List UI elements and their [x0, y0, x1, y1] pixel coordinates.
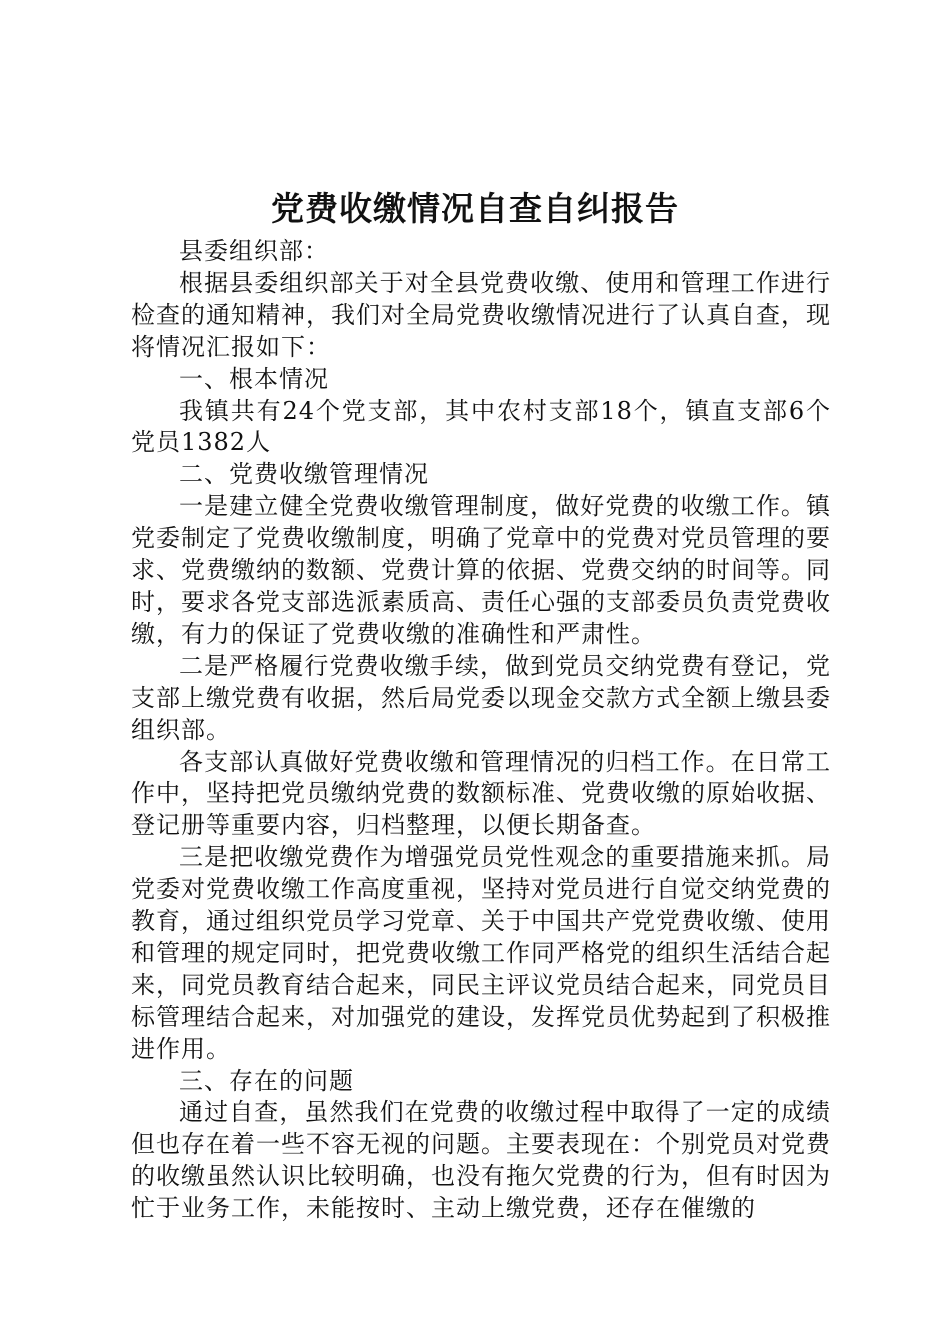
section-heading-problems: 三、存在的问题	[179, 1066, 354, 1095]
intro-paragraph: 根据县委组织部关于对全县党费收缴、使用和管理工作进行检查的通知精神，我们对全局党费收缴情况进行了认真自查，现将情况汇报如下：	[131, 268, 831, 361]
basic-situation-paragraph: 我镇共有24个党支部，其中农村支部18个，镇直支部6个党员1382人	[131, 396, 831, 457]
salutation: 县委组织部：	[179, 237, 329, 265]
problems-paragraph: 通过自查，虽然我们在党费的收缴过程中取得了一定的成绩但也存在着一些不容无视的问题。主要表现在：个别党员对党费的收缴虽然认识比较明确，也没有拖欠党费的行为，但有时因为忙于业务工作，未能按时、主动上缴党费，还存在催缴的	[131, 1098, 831, 1223]
document-title: 党费收缴情况自查自纠报告	[271, 189, 679, 228]
section-heading-management: 二、党费收缴管理情况	[179, 460, 429, 489]
management-paragraph-2: 二是严格履行党费收缴手续，做到党员交纳党费有登记，党支部上缴党费有收据，然后局党委以现金交款方式全额上缴县委组织部。	[131, 651, 831, 744]
management-paragraph-1: 一是建立健全党费收缴管理制度，做好党费的收缴工作。镇党委制定了党费收缴制度，明确了党章中的党费对党员管理的要求、党费缴纳的数额、党费计算的依据、党费交纳的时间等。同时，要求各党支部选派素质高、责任心强的支部委员负责党费收缴，有力的保证了党费收缴的准确性和严肃性。	[131, 492, 831, 648]
section-heading-basic: 一、根本情况	[179, 364, 329, 393]
management-paragraph-3: 各支部认真做好党费收缴和管理情况的归档工作。在日常工作中，坚持把党员缴纳党费的数额标准、党费收缴的原始收据、登记册等重要内容，归档整理，以便长期备查。	[131, 747, 831, 840]
document-body	[131, 236, 831, 1225]
management-paragraph-4: 三是把收缴党费作为增强党员党性观念的重要措施来抓。局党委对党费收缴工作高度重视，坚持对党员进行自觉交纳党费的教育，通过组织党员学习党章、关于中国共产党党费收缴、使用和管理的规定同时，把党费收缴工作同严格党的组织生活结合起来，同党员教育结合起来，同民主评议党员结合起来，同党员目标管理结合起来，对加强党的建设，发挥党员优势起到了积极推进作用。	[131, 843, 831, 1063]
